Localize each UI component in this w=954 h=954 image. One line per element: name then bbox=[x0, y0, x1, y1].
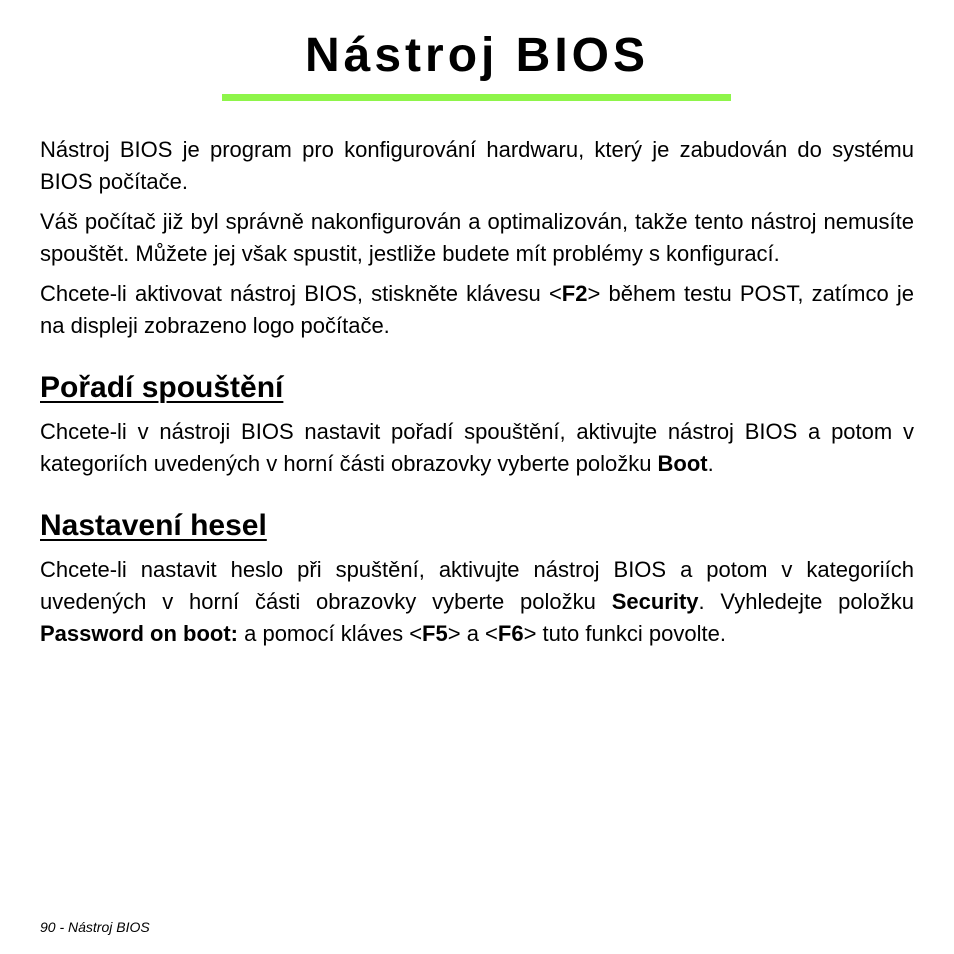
title-underline-bar bbox=[222, 94, 731, 101]
intro-p3-text-a: Chcete-li aktivovat nástroj BIOS, stiskněte klávesu < bbox=[40, 281, 562, 306]
boot-order-text-b: . bbox=[707, 451, 714, 476]
intro-paragraph-3 bbox=[40, 278, 914, 342]
page-title: Nástroj BIOS bbox=[304, 29, 650, 82]
intro-paragraph-1: Nástroj BIOS je program pro konfigurování hardwaru, který je zabudován do systému BIOS počítače. bbox=[40, 137, 914, 194]
section-heading-boot-order: Pořadí spouštění bbox=[40, 371, 284, 404]
key-f6: F6 bbox=[497, 621, 524, 646]
page-footer: 90 - Nástroj BIOS bbox=[40, 919, 150, 935]
key-f5: F5 bbox=[422, 621, 448, 646]
passwords-text-c: a pomocí kláves < bbox=[238, 621, 423, 646]
section-heading-passwords: Nastavení hesel bbox=[40, 509, 267, 542]
boot-menu-item: Boot bbox=[657, 451, 708, 476]
key-f2: F2 bbox=[561, 281, 588, 306]
passwords-text-e: > tuto funkci povolte. bbox=[523, 621, 726, 646]
passwords-paragraph bbox=[40, 554, 914, 650]
passwords-text-a: Chcete-li nastavit heslo při spuštění, aktivujte nástroj BIOS a potom v kategoriích uvedených v horní části obrazovky vyberte položku bbox=[40, 557, 914, 614]
intro-p3-text-b: > během testu POST, zatímco je na displeji zobrazeno logo počítače. bbox=[40, 281, 914, 338]
security-menu-item: Security bbox=[611, 589, 699, 614]
intro-paragraph-2: Váš počítač již byl správně nakonfigurován a optimalizován, takže tento nástroj nemusíte spouštět. Můžete jej však spustit, jestliže budete mít problémy s konfigurací. bbox=[40, 209, 914, 266]
password-on-boot-item: Password on boot: bbox=[40, 621, 238, 646]
boot-order-text-a: Chcete-li v nástroji BIOS nastavit pořadí spouštění, aktivujte nástroj BIOS a potom v kategoriích uvedených v horní části obrazovky vyberte položku bbox=[40, 419, 914, 476]
page-content bbox=[40, 134, 914, 658]
passwords-text-b: . Vyhledejte položku bbox=[698, 589, 914, 614]
boot-order-paragraph bbox=[40, 416, 914, 480]
passwords-text-d: > a < bbox=[447, 621, 498, 646]
